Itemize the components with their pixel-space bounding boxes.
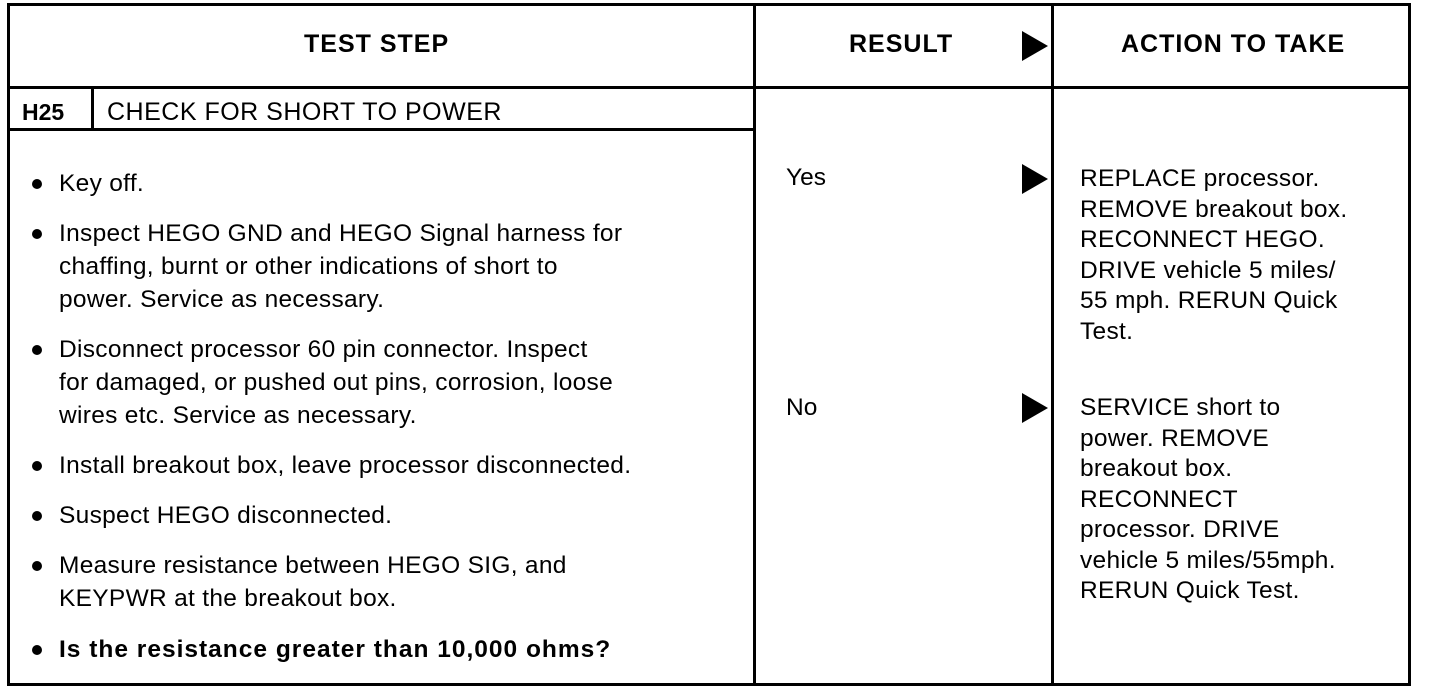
action-yes: [1080, 164, 1347, 347]
bullet-line: chaffing, burnt or other indications of short to: [59, 253, 558, 280]
bullet-line: Suspect HEGO disconnected.: [59, 502, 393, 529]
bullet-text: [59, 333, 613, 432]
action-line: DRIVE vehicle 5 miles/: [1080, 256, 1336, 284]
bullet-line: Is the resistance greater than 10,000 ohms?: [59, 636, 612, 663]
action-no: [1080, 393, 1336, 607]
bullet-line: Disconnect processor 60 pin connector. Inspect: [59, 336, 588, 363]
bullet-icon: [32, 511, 42, 521]
header-action: ACTION TO TAKE: [1121, 30, 1346, 58]
bullet-line: KEYPWR at the breakout box.: [59, 585, 397, 612]
action-line: power. REMOVE: [1080, 424, 1270, 452]
bullet-text: [59, 167, 144, 200]
action-line: 55 mph. RERUN Quick: [1080, 287, 1338, 314]
action-line: processor. DRIVE: [1080, 516, 1280, 543]
result-yes-label: Yes: [786, 164, 826, 191]
bullet-text: [59, 633, 611, 666]
bullet-icon: [32, 461, 42, 471]
column-divider-result: [753, 3, 756, 686]
header-divider: [7, 86, 1411, 89]
bullet-text: [59, 217, 622, 316]
action-line: breakout box.: [1080, 455, 1233, 482]
bullet-line: Measure resistance between HEGO SIG, and: [59, 552, 567, 579]
result-yes-arrow-icon: [1022, 164, 1048, 194]
header-test-step: TEST STEP: [304, 30, 450, 58]
action-line: REPLACE processor.: [1080, 165, 1320, 192]
bullet-icon: [32, 561, 42, 571]
header-result: RESULT: [849, 30, 954, 58]
bullet-icon: [32, 345, 42, 355]
result-no-label: No: [786, 394, 818, 421]
bullet-line: Inspect HEGO GND and HEGO Signal harness for: [59, 220, 623, 247]
bullet-line: Key off.: [59, 170, 145, 197]
bullet-icon: [32, 645, 42, 655]
bullet-icon: [32, 179, 42, 189]
result-no-arrow-icon: [1022, 393, 1048, 423]
header-arrow-icon: [1022, 31, 1048, 61]
action-line: RECONNECT: [1080, 485, 1238, 513]
bullet-text: [59, 449, 631, 482]
bullet-line: power. Service as necessary.: [59, 286, 385, 313]
bullet-line: Install breakout box, leave processor disconnected.: [59, 452, 632, 479]
column-divider-action: [1051, 3, 1054, 686]
action-line: REMOVE breakout box.: [1080, 195, 1348, 223]
step-id: H25: [22, 99, 65, 125]
step-title-divider: [7, 128, 753, 131]
bullet-icon: [32, 229, 42, 239]
bullet-line: for damaged, or pushed out pins, corrosion, loose: [59, 369, 614, 396]
step-title: CHECK FOR SHORT TO POWER: [107, 98, 502, 126]
action-line: SERVICE short to: [1080, 394, 1281, 421]
action-line: Test.: [1080, 317, 1134, 345]
bullet-line: wires etc. Service as necessary.: [59, 402, 417, 429]
step-id-divider: [91, 89, 94, 128]
bullet-text: [59, 499, 392, 532]
action-line: RECONNECT HEGO.: [1080, 226, 1325, 253]
action-line: vehicle 5 miles/55mph.: [1080, 546, 1336, 574]
bullet-text: [59, 549, 567, 615]
action-line: RERUN Quick Test.: [1080, 577, 1300, 604]
